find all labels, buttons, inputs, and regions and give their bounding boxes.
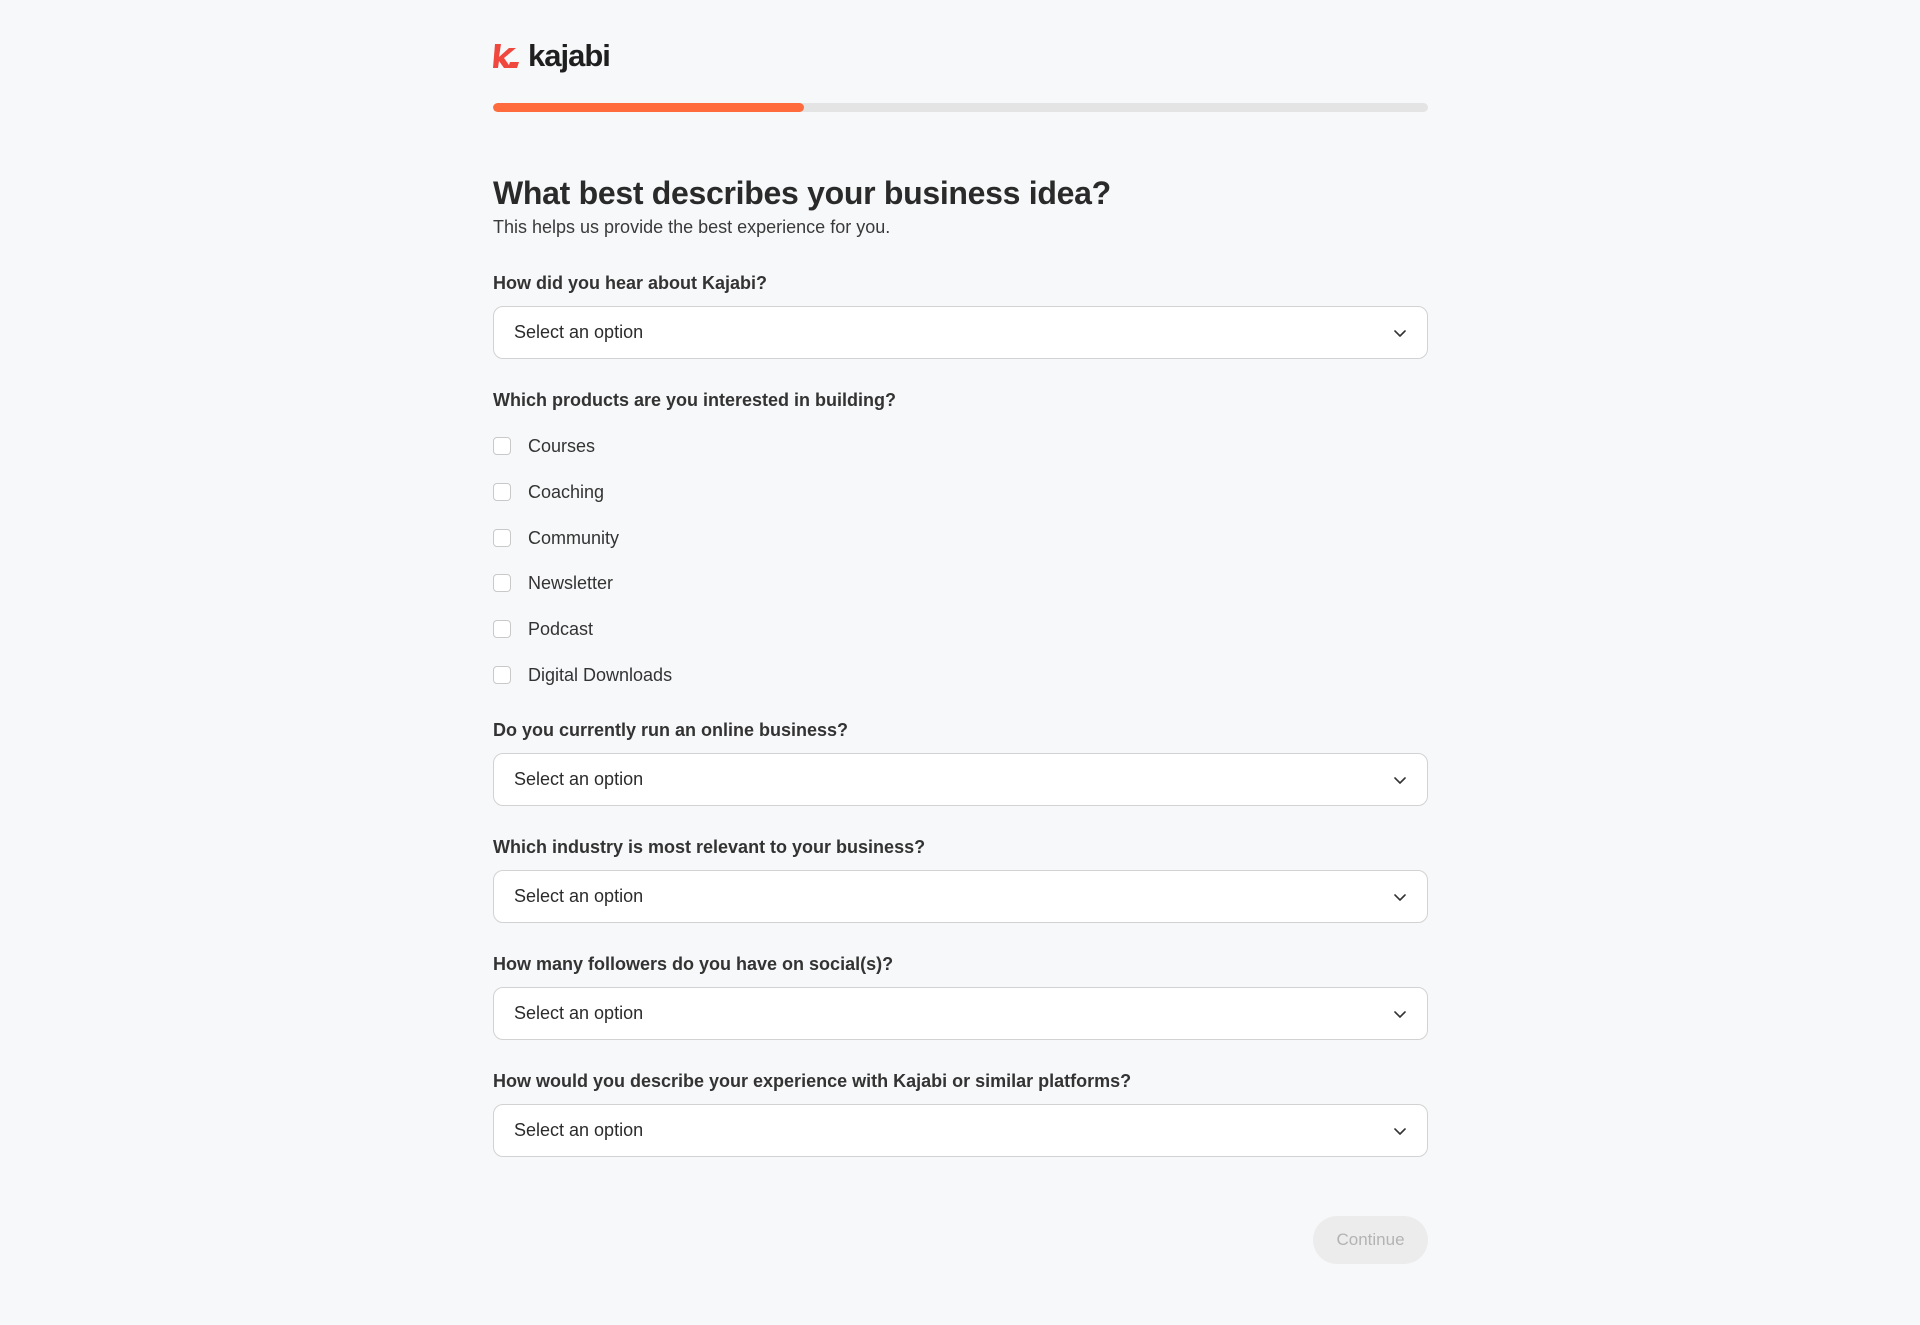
checkbox-box[interactable] <box>493 620 511 638</box>
question-label-hear-about: How did you hear about Kajabi? <box>493 273 768 293</box>
checkbox-box[interactable] <box>493 529 511 547</box>
select-hear-about[interactable] <box>493 306 1428 359</box>
chevron-down-icon <box>1393 773 1407 787</box>
checkbox-courses[interactable] <box>493 434 595 458</box>
chevron-down-icon <box>1393 326 1407 340</box>
chevron-down-icon <box>1393 1007 1407 1021</box>
question-label-online-business: Do you currently run an online business? <box>493 720 849 740</box>
select-followers[interactable] <box>493 987 1428 1040</box>
page-title: What best describes your business idea? <box>493 175 1111 211</box>
question-label-products: Which products are you interested in building? <box>493 390 897 410</box>
kajabi-logo <box>493 40 610 72</box>
question-label-followers: How many followers do you have on social(s)? <box>493 954 894 974</box>
checkbox-box[interactable] <box>493 483 511 501</box>
checkbox-label: Coaching <box>528 481 605 502</box>
chevron-down-icon <box>1393 890 1407 904</box>
progress-bar <box>493 103 1428 112</box>
select-value: Select an option <box>514 886 644 906</box>
select-industry[interactable] <box>493 870 1428 923</box>
checkbox-coaching[interactable] <box>493 480 604 504</box>
select-online-business[interactable] <box>493 753 1428 806</box>
checkbox-podcast[interactable] <box>493 617 593 641</box>
question-label-experience: How would you describe your experience with Kajabi or similar platforms? <box>493 1071 1132 1091</box>
checkbox-label: Podcast <box>528 618 594 639</box>
select-value: Select an option <box>514 322 644 342</box>
logo-wordmark: kajabi <box>528 38 610 73</box>
checkbox-community[interactable] <box>493 526 619 550</box>
checkbox-box[interactable] <box>493 666 511 684</box>
checkbox-label: Courses <box>528 435 596 456</box>
kajabi-k-logo-icon <box>493 42 525 70</box>
select-value: Select an option <box>514 1120 644 1140</box>
continue-button[interactable]: Continue <box>1313 1216 1428 1264</box>
checkbox-label: Community <box>528 527 620 548</box>
select-value: Select an option <box>514 1003 644 1023</box>
page-subtitle: This helps us provide the best experience for you. <box>493 217 891 237</box>
select-value: Select an option <box>514 769 644 789</box>
checkbox-newsletter[interactable] <box>493 571 613 595</box>
question-label-industry: Which industry is most relevant to your business? <box>493 837 926 857</box>
progress-bar-fill <box>493 103 804 112</box>
checkbox-label: Digital Downloads <box>528 664 673 685</box>
chevron-down-icon <box>1393 1124 1407 1138</box>
checkbox-digital-downloads[interactable] <box>493 663 672 687</box>
checkbox-box[interactable] <box>493 574 511 592</box>
checkbox-label: Newsletter <box>528 572 614 593</box>
checkbox-box[interactable] <box>493 437 511 455</box>
select-experience[interactable] <box>493 1104 1428 1157</box>
